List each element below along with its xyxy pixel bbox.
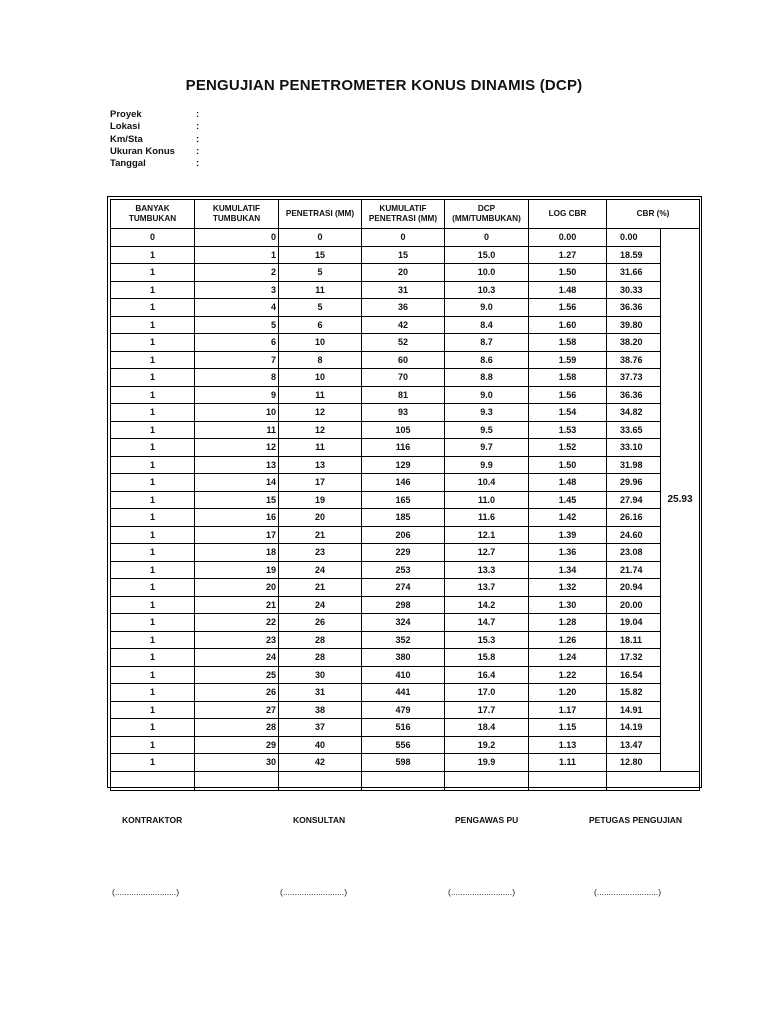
- cell-kum-penetrasi: 206: [362, 526, 445, 544]
- cell-penetrasi: 30: [279, 666, 362, 684]
- cell-kumulatif: 5: [195, 316, 279, 334]
- cell-dcp: 9.5: [445, 421, 529, 439]
- cell-kum-penetrasi: 479: [362, 701, 445, 719]
- table-body: [111, 229, 700, 791]
- info-colon: :: [196, 121, 200, 133]
- cell-log-cbr: 1.45: [529, 491, 607, 509]
- cell-cbr: 37.73: [607, 369, 661, 387]
- cell-cbr: 15.82: [607, 684, 661, 702]
- cell-kumulatif: 2: [195, 264, 279, 282]
- cell-dcp: 17.7: [445, 701, 529, 719]
- cell-dcp: 15.3: [445, 631, 529, 649]
- cell-dcp: 14.2: [445, 596, 529, 614]
- table-row: [111, 631, 700, 649]
- info-row-kmsta: [110, 134, 206, 146]
- cell-log-cbr: 1.17: [529, 701, 607, 719]
- table-row: [111, 544, 700, 562]
- cell-kumulatif: 14: [195, 474, 279, 492]
- cell-kum-penetrasi: 274: [362, 579, 445, 597]
- cell-kum-penetrasi: 185: [362, 509, 445, 527]
- cell-penetrasi: 12: [279, 421, 362, 439]
- table-row: [111, 509, 700, 527]
- cell-kumulatif: 29: [195, 736, 279, 754]
- cell-log-cbr: 1.15: [529, 719, 607, 737]
- cell-cbr: 0.00: [607, 229, 661, 247]
- table-row: [111, 666, 700, 684]
- info-row-ukuran-konus: [110, 146, 206, 158]
- cell-cbr: 13.47: [607, 736, 661, 754]
- cell-kumulatif: 27: [195, 701, 279, 719]
- cell-penetrasi: 13: [279, 456, 362, 474]
- cell-cbr: 14.19: [607, 719, 661, 737]
- cell-dcp: 10.3: [445, 281, 529, 299]
- cell-kum-penetrasi: 60: [362, 351, 445, 369]
- cell-cbr: 33.10: [607, 439, 661, 457]
- table-row: [111, 491, 700, 509]
- cell-log-cbr: 1.59: [529, 351, 607, 369]
- info-label: Lokasi: [110, 121, 141, 133]
- empty-cell: [607, 771, 700, 790]
- info-row-tanggal: [110, 158, 206, 170]
- cell-banyak: 1: [111, 299, 195, 317]
- table-row: [111, 614, 700, 632]
- table-row: [111, 281, 700, 299]
- info-label: Ukuran Konus: [110, 145, 175, 157]
- cell-kumulatif: 11: [195, 421, 279, 439]
- cell-penetrasi: 11: [279, 281, 362, 299]
- cell-cbr: 38.20: [607, 334, 661, 352]
- header-banyak-tumbukan: BANYAK TUMBUKAN: [111, 200, 195, 229]
- cell-cbr: 21.74: [607, 561, 661, 579]
- cell-cbr: 17.32: [607, 649, 661, 667]
- cell-kum-penetrasi: 441: [362, 684, 445, 702]
- cell-kum-penetrasi: 0: [362, 229, 445, 247]
- cell-cbr: 38.76: [607, 351, 661, 369]
- cell-kum-penetrasi: 410: [362, 666, 445, 684]
- cell-log-cbr: 1.27: [529, 246, 607, 264]
- table-row: [111, 404, 700, 422]
- cell-dcp: 16.4: [445, 666, 529, 684]
- cell-kumulatif: 13: [195, 456, 279, 474]
- cell-cbr: 33.65: [607, 421, 661, 439]
- cell-cbr: 20.94: [607, 579, 661, 597]
- cell-banyak: 1: [111, 474, 195, 492]
- cell-banyak: 1: [111, 351, 195, 369]
- cell-dcp: 10.0: [445, 264, 529, 282]
- cell-banyak: 1: [111, 631, 195, 649]
- cell-kum-penetrasi: 36: [362, 299, 445, 317]
- cell-kumulatif: 24: [195, 649, 279, 667]
- cell-cbr: 27.94: [607, 491, 661, 509]
- table-header-row: [111, 200, 700, 229]
- cell-log-cbr: 1.20: [529, 684, 607, 702]
- cell-banyak: 1: [111, 421, 195, 439]
- cell-kumulatif: 28: [195, 719, 279, 737]
- cell-dcp: 12.7: [445, 544, 529, 562]
- cell-banyak: 1: [111, 561, 195, 579]
- info-row-lokasi: [110, 121, 206, 133]
- cell-banyak: 1: [111, 544, 195, 562]
- cell-banyak: 1: [111, 491, 195, 509]
- table-row: [111, 474, 700, 492]
- cell-kumulatif: 6: [195, 334, 279, 352]
- table-row: [111, 229, 700, 247]
- cell-cbr: 18.59: [607, 246, 661, 264]
- cell-kumulatif: 23: [195, 631, 279, 649]
- cell-banyak: 1: [111, 439, 195, 457]
- dcp-table-frame: [107, 196, 702, 788]
- cell-banyak: 1: [111, 316, 195, 334]
- cell-log-cbr: 1.13: [529, 736, 607, 754]
- cell-log-cbr: 1.32: [529, 579, 607, 597]
- table-row: [111, 264, 700, 282]
- cell-kum-penetrasi: 52: [362, 334, 445, 352]
- cell-banyak: 1: [111, 684, 195, 702]
- cell-penetrasi: 21: [279, 526, 362, 544]
- cell-log-cbr: 1.34: [529, 561, 607, 579]
- cell-kumulatif: 19: [195, 561, 279, 579]
- info-colon: :: [196, 133, 200, 145]
- cell-penetrasi: 10: [279, 334, 362, 352]
- cell-cbr: 34.82: [607, 404, 661, 422]
- cell-kumulatif: 8: [195, 369, 279, 387]
- cell-kumulatif: 22: [195, 614, 279, 632]
- cell-log-cbr: 1.50: [529, 264, 607, 282]
- cell-banyak: 1: [111, 369, 195, 387]
- cell-dcp: 12.1: [445, 526, 529, 544]
- header-kumulatif-tumbukan: KUMULATIF TUMBUKAN: [195, 200, 279, 229]
- cell-dcp: 9.0: [445, 386, 529, 404]
- cell-dcp: 8.6: [445, 351, 529, 369]
- cell-kum-penetrasi: 165: [362, 491, 445, 509]
- info-label: Tanggal: [110, 158, 146, 170]
- info-colon: :: [196, 158, 200, 170]
- cell-log-cbr: 1.42: [529, 509, 607, 527]
- cell-kumulatif: 12: [195, 439, 279, 457]
- cell-log-cbr: 1.26: [529, 631, 607, 649]
- cell-log-cbr: 1.60: [529, 316, 607, 334]
- cell-cbr: 24.60: [607, 526, 661, 544]
- empty-cell: [111, 771, 195, 790]
- cell-kumulatif: 26: [195, 684, 279, 702]
- cell-penetrasi: 12: [279, 404, 362, 422]
- cell-kum-penetrasi: 93: [362, 404, 445, 422]
- cell-dcp: 10.4: [445, 474, 529, 492]
- cell-banyak: 1: [111, 246, 195, 264]
- cell-dcp: 18.4: [445, 719, 529, 737]
- info-colon: :: [196, 145, 200, 157]
- cell-cbr: 26.16: [607, 509, 661, 527]
- cell-penetrasi: 37: [279, 719, 362, 737]
- cell-kumulatif: 16: [195, 509, 279, 527]
- cell-cbr: 12.80: [607, 754, 661, 772]
- cell-dcp: 11.0: [445, 491, 529, 509]
- info-label: Km/Sta: [110, 133, 143, 145]
- table-row: [111, 579, 700, 597]
- header-dcp: DCP (MM/TUMBUKAN): [445, 200, 529, 229]
- table-row: [111, 351, 700, 369]
- cell-cbr: 36.36: [607, 299, 661, 317]
- cell-log-cbr: 1.39: [529, 526, 607, 544]
- cell-banyak: 0: [111, 229, 195, 247]
- cell-log-cbr: 1.22: [529, 666, 607, 684]
- cell-log-cbr: 1.48: [529, 281, 607, 299]
- cell-banyak: 1: [111, 456, 195, 474]
- cell-dcp: 9.3: [445, 404, 529, 422]
- cell-kum-penetrasi: 352: [362, 631, 445, 649]
- cell-kum-penetrasi: 253: [362, 561, 445, 579]
- header-cbr: CBR (%): [607, 200, 700, 229]
- cell-penetrasi: 6: [279, 316, 362, 334]
- cell-log-cbr: 1.52: [529, 439, 607, 457]
- cell-cbr: 39.80: [607, 316, 661, 334]
- cell-penetrasi: 20: [279, 509, 362, 527]
- cell-dcp: 13.3: [445, 561, 529, 579]
- cell-kumulatif: 21: [195, 596, 279, 614]
- cell-kum-penetrasi: 556: [362, 736, 445, 754]
- cell-dcp: 15.8: [445, 649, 529, 667]
- cell-dcp: 17.0: [445, 684, 529, 702]
- cell-kum-penetrasi: 598: [362, 754, 445, 772]
- table-row: [111, 386, 700, 404]
- cell-banyak: 1: [111, 509, 195, 527]
- signature-role-pengawas: PENGAWAS PU: [455, 815, 519, 825]
- cell-kumulatif: 4: [195, 299, 279, 317]
- cell-log-cbr: 1.58: [529, 369, 607, 387]
- table-row: [111, 701, 700, 719]
- cell-penetrasi: 21: [279, 579, 362, 597]
- cell-dcp: 9.9: [445, 456, 529, 474]
- table-row: [111, 246, 700, 264]
- cell-banyak: 1: [111, 736, 195, 754]
- cell-penetrasi: 31: [279, 684, 362, 702]
- cell-kum-penetrasi: 380: [362, 649, 445, 667]
- empty-cell: [445, 771, 529, 790]
- cell-banyak: 1: [111, 281, 195, 299]
- signature-role-konsultan: KONSULTAN: [293, 815, 346, 825]
- cell-cbr: 31.66: [607, 264, 661, 282]
- cell-dcp: 15.0: [445, 246, 529, 264]
- table-row: [111, 684, 700, 702]
- cell-log-cbr: 1.11: [529, 754, 607, 772]
- cell-banyak: 1: [111, 649, 195, 667]
- table-row: [111, 456, 700, 474]
- cell-dcp: 11.6: [445, 509, 529, 527]
- cell-log-cbr: 1.54: [529, 404, 607, 422]
- cell-penetrasi: 23: [279, 544, 362, 562]
- cell-banyak: 1: [111, 264, 195, 282]
- empty-cell: [195, 771, 279, 790]
- signature-line-kontraktor: (..........................): [112, 887, 180, 897]
- signature-role-petugas: PETUGAS PENGUJIAN: [589, 815, 683, 825]
- cell-log-cbr: 1.28: [529, 614, 607, 632]
- empty-cell: [529, 771, 607, 790]
- cell-banyak: 1: [111, 526, 195, 544]
- header-kumulatif-penetrasi: KUMULATIF PENETRASI (MM): [362, 200, 445, 229]
- cell-penetrasi: 26: [279, 614, 362, 632]
- cell-kumulatif: 30: [195, 754, 279, 772]
- cell-kum-penetrasi: 31: [362, 281, 445, 299]
- project-info: [110, 109, 206, 170]
- header-log-cbr: LOG CBR: [529, 200, 607, 229]
- cell-kum-penetrasi: 146: [362, 474, 445, 492]
- cell-penetrasi: 11: [279, 439, 362, 457]
- cell-kum-penetrasi: 15: [362, 246, 445, 264]
- table-row: [111, 754, 700, 772]
- cell-dcp: 14.7: [445, 614, 529, 632]
- cell-banyak: 1: [111, 666, 195, 684]
- cell-cbr: 36.36: [607, 386, 661, 404]
- cell-cbr: 14.91: [607, 701, 661, 719]
- cell-kum-penetrasi: 229: [362, 544, 445, 562]
- cell-dcp: 13.7: [445, 579, 529, 597]
- cell-penetrasi: 5: [279, 264, 362, 282]
- empty-cell: [362, 771, 445, 790]
- cell-penetrasi: 40: [279, 736, 362, 754]
- cell-banyak: 1: [111, 386, 195, 404]
- cell-banyak: 1: [111, 579, 195, 597]
- cell-banyak: 1: [111, 614, 195, 632]
- header-penetrasi: PENETRASI (MM): [279, 200, 362, 229]
- cell-kum-penetrasi: 20: [362, 264, 445, 282]
- empty-cell: [279, 771, 362, 790]
- table-row: [111, 719, 700, 737]
- dcp-table: [110, 199, 700, 791]
- cell-kumulatif: 10: [195, 404, 279, 422]
- cell-dcp: 8.4: [445, 316, 529, 334]
- table-row: [111, 561, 700, 579]
- cell-dcp: 19.2: [445, 736, 529, 754]
- cell-banyak: 1: [111, 719, 195, 737]
- table-row-empty: [111, 771, 700, 790]
- cell-banyak: 1: [111, 596, 195, 614]
- cell-penetrasi: 11: [279, 386, 362, 404]
- signature-line-pengawas: (..........................): [448, 887, 516, 897]
- cell-kumulatif: 1: [195, 246, 279, 264]
- cell-cbr: 29.96: [607, 474, 661, 492]
- cell-kum-penetrasi: 516: [362, 719, 445, 737]
- info-row-proyek: [110, 109, 206, 121]
- signature-line-konsultan: (..........................): [280, 887, 348, 897]
- cell-dcp: 8.8: [445, 369, 529, 387]
- cell-dcp: 8.7: [445, 334, 529, 352]
- cell-cbr: 31.98: [607, 456, 661, 474]
- table-row: [111, 369, 700, 387]
- cell-penetrasi: 24: [279, 561, 362, 579]
- cell-banyak: 1: [111, 754, 195, 772]
- table-row: [111, 334, 700, 352]
- cell-log-cbr: 1.56: [529, 386, 607, 404]
- cell-log-cbr: 0.00: [529, 229, 607, 247]
- cell-penetrasi: 8: [279, 351, 362, 369]
- cell-penetrasi: 28: [279, 649, 362, 667]
- table-row: [111, 299, 700, 317]
- cell-dcp: 9.0: [445, 299, 529, 317]
- cell-cbr: 20.00: [607, 596, 661, 614]
- cell-log-cbr: 1.53: [529, 421, 607, 439]
- cell-kumulatif: 18: [195, 544, 279, 562]
- cell-kum-penetrasi: 298: [362, 596, 445, 614]
- table-row: [111, 421, 700, 439]
- cell-kumulatif: 15: [195, 491, 279, 509]
- cell-kum-penetrasi: 81: [362, 386, 445, 404]
- cell-kumulatif: 17: [195, 526, 279, 544]
- cell-cbr: 23.08: [607, 544, 661, 562]
- cell-kumulatif: 9: [195, 386, 279, 404]
- cell-log-cbr: 1.56: [529, 299, 607, 317]
- cell-cbr: 30.33: [607, 281, 661, 299]
- cell-cbr: 18.11: [607, 631, 661, 649]
- cell-kum-penetrasi: 324: [362, 614, 445, 632]
- cell-kumulatif: 3: [195, 281, 279, 299]
- cell-banyak: 1: [111, 334, 195, 352]
- cell-log-cbr: 1.30: [529, 596, 607, 614]
- signature-line-petugas: (..........................): [594, 887, 662, 897]
- cell-kum-penetrasi: 116: [362, 439, 445, 457]
- cell-dcp: 9.7: [445, 439, 529, 457]
- cell-log-cbr: 1.36: [529, 544, 607, 562]
- cell-penetrasi: 15: [279, 246, 362, 264]
- cell-banyak: 1: [111, 701, 195, 719]
- cell-penetrasi: 0: [279, 229, 362, 247]
- cell-dcp: 19.9: [445, 754, 529, 772]
- cell-kumulatif: 0: [195, 229, 279, 247]
- table-row: [111, 736, 700, 754]
- cell-kumulatif: 25: [195, 666, 279, 684]
- cell-penetrasi: 10: [279, 369, 362, 387]
- table-row: [111, 649, 700, 667]
- cell-penetrasi: 19: [279, 491, 362, 509]
- cell-penetrasi: 24: [279, 596, 362, 614]
- cell-penetrasi: 38: [279, 701, 362, 719]
- cell-kumulatif: 7: [195, 351, 279, 369]
- table-row: [111, 526, 700, 544]
- cell-kumulatif: 20: [195, 579, 279, 597]
- info-label: Proyek: [110, 109, 142, 120]
- cell-cbr: 16.54: [607, 666, 661, 684]
- cell-log-cbr: 1.48: [529, 474, 607, 492]
- table-row: [111, 316, 700, 334]
- cell-kum-penetrasi: 70: [362, 369, 445, 387]
- cell-penetrasi: 42: [279, 754, 362, 772]
- cell-log-cbr: 1.58: [529, 334, 607, 352]
- info-colon: :: [196, 109, 200, 120]
- cell-penetrasi: 28: [279, 631, 362, 649]
- signature-role-kontraktor: KONTRAKTOR: [122, 815, 183, 825]
- cell-kum-penetrasi: 42: [362, 316, 445, 334]
- table-row: [111, 439, 700, 457]
- cell-cbr: 19.04: [607, 614, 661, 632]
- cell-log-cbr: 1.24: [529, 649, 607, 667]
- cbr-average-value: 25.93: [661, 229, 700, 772]
- cell-penetrasi: 5: [279, 299, 362, 317]
- cell-kum-penetrasi: 105: [362, 421, 445, 439]
- cell-log-cbr: 1.50: [529, 456, 607, 474]
- table-row: [111, 596, 700, 614]
- cell-banyak: 1: [111, 404, 195, 422]
- cell-dcp: 0: [445, 229, 529, 247]
- page-title: PENGUJIAN PENETROMETER KONUS DINAMIS (DCP): [185, 77, 583, 94]
- cell-kum-penetrasi: 129: [362, 456, 445, 474]
- cell-penetrasi: 17: [279, 474, 362, 492]
